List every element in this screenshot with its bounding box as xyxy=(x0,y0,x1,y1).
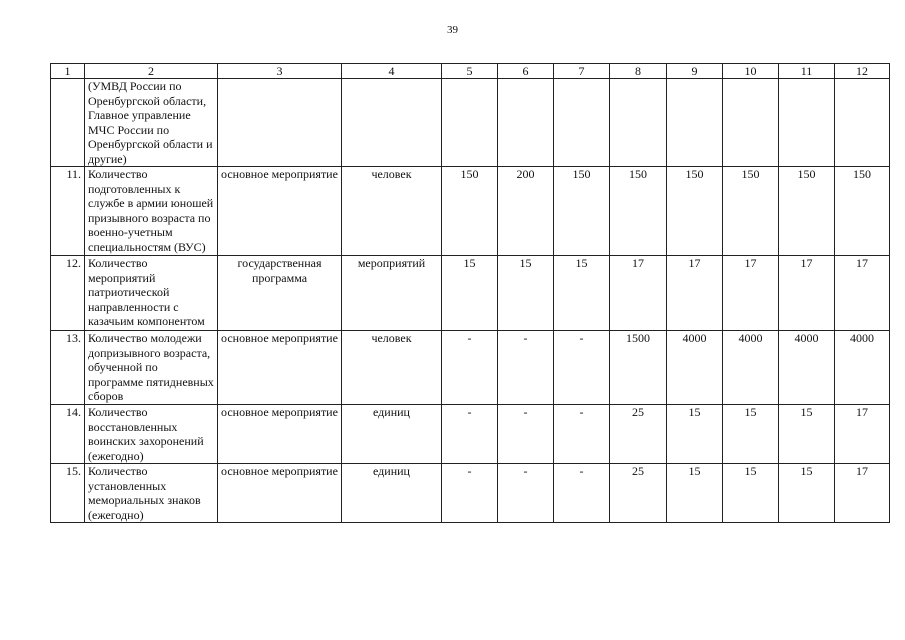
value-cell: 4000 xyxy=(723,331,779,405)
indicators-table xyxy=(50,63,890,523)
value-cell: 15 xyxy=(667,405,723,464)
indicator-type: основное мероприятие xyxy=(218,331,342,405)
value-cell: - xyxy=(442,405,498,464)
value-cell: 17 xyxy=(667,256,723,331)
row-number: 14. xyxy=(51,405,85,464)
value-cell: - xyxy=(442,464,498,523)
value-cell: 150 xyxy=(667,167,723,256)
value-cell: - xyxy=(554,464,610,523)
indicator-type: государственная программа xyxy=(218,256,342,331)
column-header: 12 xyxy=(835,64,890,79)
table-row xyxy=(51,331,890,405)
value-cell: 150 xyxy=(554,167,610,256)
row-number: 12. xyxy=(51,256,85,331)
column-header: 4 xyxy=(342,64,442,79)
indicator-name: Количество молодежи допризывного возраста, обученной по программе пятидневных сборов xyxy=(85,331,218,405)
indicator-name: Количество установленных мемориальных знаков (ежегодно) xyxy=(85,464,218,523)
indicator-name: (УМВД России по Оренбургской области, Главное управление МЧС России по Оренбургской области и другие) xyxy=(85,79,218,167)
indicator-type: основное мероприятие xyxy=(218,464,342,523)
column-header: 5 xyxy=(442,64,498,79)
row-number: 15. xyxy=(51,464,85,523)
unit-of-measure: единиц xyxy=(342,464,442,523)
value-cell: 15 xyxy=(779,464,835,523)
value-cell xyxy=(554,79,610,167)
value-cell: 25 xyxy=(610,405,667,464)
indicator-type xyxy=(218,79,342,167)
value-cell: 1500 xyxy=(610,331,667,405)
value-cell: 15 xyxy=(442,256,498,331)
value-cell: 15 xyxy=(667,464,723,523)
column-header: 1 xyxy=(51,64,85,79)
indicator-name: Количество подготовленных к службе в армии юношей призывного возраста по военно-учетным специальностям (ВУС) xyxy=(85,167,218,256)
value-cell: 17 xyxy=(835,256,890,331)
indicator-name: Количество восстановленных воинских захоронений (ежегодно) xyxy=(85,405,218,464)
value-cell: 150 xyxy=(779,167,835,256)
column-header: 9 xyxy=(667,64,723,79)
unit-of-measure: мероприятий xyxy=(342,256,442,331)
value-cell xyxy=(835,79,890,167)
table-row xyxy=(51,405,890,464)
value-cell: 4000 xyxy=(779,331,835,405)
value-cell: 15 xyxy=(779,405,835,464)
table-row xyxy=(51,79,890,167)
value-cell xyxy=(442,79,498,167)
column-header: 7 xyxy=(554,64,610,79)
value-cell: - xyxy=(554,405,610,464)
row-number: 13. xyxy=(51,331,85,405)
value-cell: 15 xyxy=(723,464,779,523)
table-row xyxy=(51,167,890,256)
indicator-type: основное мероприятие xyxy=(218,167,342,256)
value-cell xyxy=(498,79,554,167)
column-header: 11 xyxy=(779,64,835,79)
value-cell: 15 xyxy=(498,256,554,331)
value-cell: - xyxy=(498,405,554,464)
page-number: 39 xyxy=(447,24,458,36)
value-cell xyxy=(610,79,667,167)
table-row xyxy=(51,256,890,331)
value-cell: 150 xyxy=(442,167,498,256)
value-cell: 4000 xyxy=(667,331,723,405)
value-cell: 17 xyxy=(835,464,890,523)
value-cell: - xyxy=(498,331,554,405)
column-number-header-row xyxy=(51,64,890,79)
row-number: 11. xyxy=(51,167,85,256)
value-cell: 200 xyxy=(498,167,554,256)
column-header: 8 xyxy=(610,64,667,79)
value-cell: 25 xyxy=(610,464,667,523)
value-cell: 17 xyxy=(835,405,890,464)
column-header: 3 xyxy=(218,64,342,79)
value-cell: 150 xyxy=(610,167,667,256)
value-cell: 17 xyxy=(779,256,835,331)
column-header: 2 xyxy=(85,64,218,79)
value-cell: 15 xyxy=(723,405,779,464)
unit-of-measure: человек xyxy=(342,167,442,256)
row-number xyxy=(51,79,85,167)
value-cell: 17 xyxy=(723,256,779,331)
column-header: 10 xyxy=(723,64,779,79)
value-cell: - xyxy=(442,331,498,405)
value-cell: - xyxy=(498,464,554,523)
table-row xyxy=(51,464,890,523)
value-cell: - xyxy=(554,331,610,405)
unit-of-measure: человек xyxy=(342,331,442,405)
value-cell xyxy=(779,79,835,167)
indicator-name: Количество мероприятий патриотической направленности с казачьим компонентом xyxy=(85,256,218,331)
column-header: 6 xyxy=(498,64,554,79)
value-cell: 150 xyxy=(723,167,779,256)
value-cell: 17 xyxy=(610,256,667,331)
value-cell: 15 xyxy=(554,256,610,331)
value-cell: 150 xyxy=(835,167,890,256)
value-cell xyxy=(723,79,779,167)
value-cell xyxy=(667,79,723,167)
value-cell: 4000 xyxy=(835,331,890,405)
unit-of-measure xyxy=(342,79,442,167)
indicator-type: основное мероприятие xyxy=(218,405,342,464)
unit-of-measure: единиц xyxy=(342,405,442,464)
